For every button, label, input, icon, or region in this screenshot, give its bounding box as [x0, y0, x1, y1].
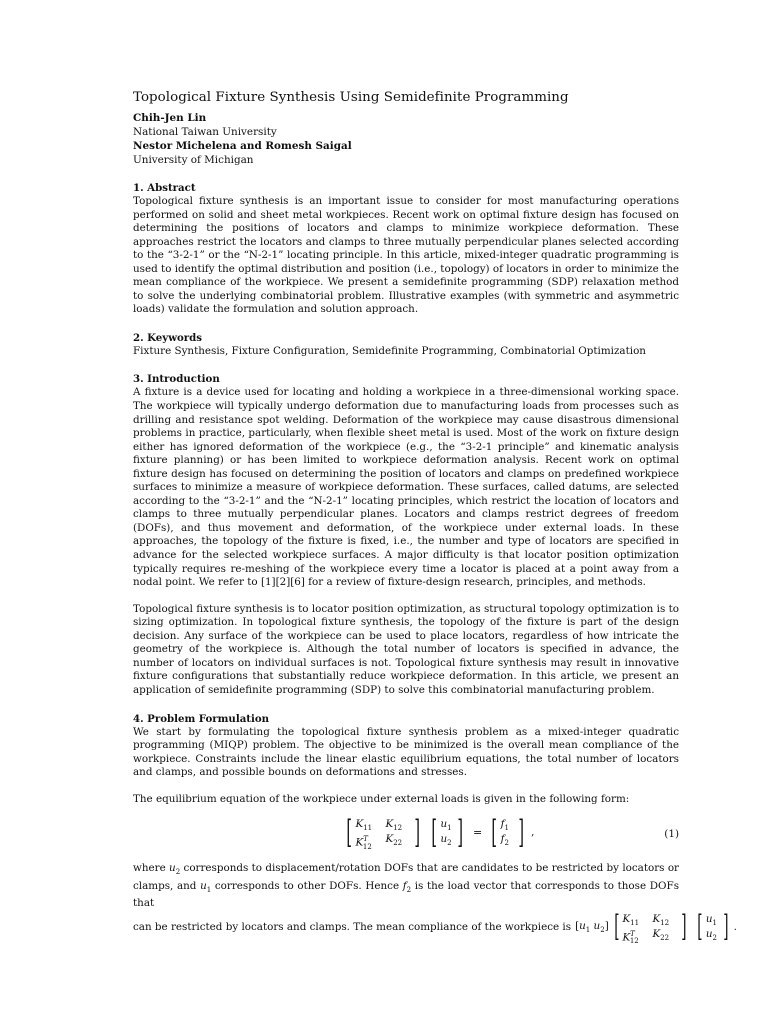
equation-1: [133, 813, 679, 854]
equilibrium-equation: [ $K_{11}$ $K_{12}$ $K^T_{12}$ $K_{22}$ ] [ $u_1$ $u_2$ ] = [ $f_1$ $f_2$ ] ,: [341, 816, 534, 848]
formulation-text: can be restricted by locators and clamps. The mean compliance of the workpiece is: [133, 921, 572, 933]
formulation-paragraph: The equilibrium equation of the workpiece under external loads is given in the following form:: [133, 792, 630, 805]
author-name: Nestor Michelena and Romesh Saigal: [133, 140, 352, 152]
keywords-text: Fixture Synthesis, Fixture Configuration, Semidefinite Programming, Combinatorial Optimization: [133, 344, 646, 357]
mean-compliance-line: can be restricted by locators and clamps. The mean compliance of the workpiece is [$u_1$ $u_2$] [ $K_{11}$ $K_{12}$ $K^T_{12}$ $K_{22}$ ] [ $u_1$ $u_2$ ] .: [133, 909, 737, 946]
section-heading-formulation: 4. Problem Formulation: [133, 712, 270, 725]
introduction-paragraph: Topological fixture synthesis is to locator position optimization, as structural topology optimization is to sizing optimization. In topological fixture synthesis, the topology of the fixture is part of the design decision. Any surface of the workpiece can be used to place locators, regardless of how intricate the geometry of the workpiece is. Although the total number of locators is specified in advance, the number of locators on individual surfaces is not. Topological fixture synthesis may result in innovative fixture configurations that substantially reduce workpiece deformation. In this article, we present an application of semidefinite programming (SDP) to solve this combinatorial manufacturing problem.: [133, 602, 679, 696]
paper-title: Topological Fixture Synthesis Using Semidefinite Programming: [133, 90, 569, 105]
author-affiliation: University of Michigan: [133, 154, 254, 166]
abstract-text: Topological fixture synthesis is an important issue to consider for most manufacturing operations performed on solid and sheet metal workpieces. Recent work on optimal fixture design has focused on determining the positions of locators and clamps to minimize workpiece deformation. These approaches restrict the locators and clamps to three mutually perpendicular planes selected according to the “3-2-1” or the “N-2-1” locating principle. In this article, mixed-integer quadratic programming is used to identify the optimal distribution and position (i.e., topology) of locators in order to minimize the mean compliance of the workpiece. We present a semidefinite programming (SDP) relaxation method to solve the underlying combinatorial problem. Illustrative examples (with symmetric and asymmetric loads) validate the formulation and solution approach.: [133, 195, 679, 316]
formulation-paragraph: where $u_2$ corresponds to displacement/rotation DOFs that are candidates to be restricted by locators or clamps, and $u_1$ corresponds to other DOFs. Hence $f_2$ is the load vector that corresponds to those DOFs that: [133, 862, 679, 910]
displacement-vector-inline: [ $u_1$ $u_2$ ]: [697, 909, 729, 944]
equation-number: (1): [664, 828, 679, 841]
author-name: Chih-Jen Lin: [133, 112, 207, 124]
stiffness-matrix: [ $K_{11}$ $K_{12}$ $K^T_{12}$ $K_{22}$ ]: [346, 813, 421, 852]
formulation-paragraph: We start by formulating the topological fixture synthesis problem as a mixed-integer quadratic programming (MIQP) problem. The objective to be minimized is the overall mean compliance of the workpiece. Constraints include the linear elastic equilibrium equations, the total number of locators and clamps, and possible bounds on deformations and stresses.: [133, 725, 679, 779]
section-heading-keywords: 2. Keywords: [133, 331, 203, 344]
section-heading-introduction: 3. Introduction: [133, 373, 220, 386]
displacement-vector: [ $u_1$ $u_2$ ]: [431, 813, 464, 852]
stiffness-matrix-inline: [ $K_{11}$ $K_{12}$ $K^T_{12}$ $K_{22}$ ]: [613, 909, 687, 946]
paper-page: [133, 84, 737, 946]
introduction-paragraph: A fixture is a device used for locating and holding a workpiece in a three-dimensional working space. The workpiece will typically undergo deformation due to manufacturing loads from processes such as drilling and resistance spot welding. Deformation of the workpiece may cause disastrous dimensional problems in practice, particularly, when flexible sheet metal is used. Most of the work on fixture design either has ignored deformation of the workpiece (e.g., the “3-2-1 principle” and kinematic analysis fixture planning) or has been limited to workpiece deformation analysis. Recent work on optimal fixture design has focused on determining the position of locators and clamps on predefined workpiece surfaces to minimize a measure of workpiece deformation. These surfaces, called datums, are selected according to the “3-2-1” and the “N-2-1” locating principles, which restrict the location of locators and clamps to three mutually perpendicular planes. Locators and clamps restrict degrees of freedom (DOFs), and thus movement and deformation, of the workpiece under external loads. In these approaches, the topology of the fixture is fixed, i.e., the number and type of locators are specified in advance for the selected workpiece surfaces. A major difficulty is that locator position optimization typically requires re-meshing of the workpiece every time a locator is placed at a point away from a nodal point. We refer to [1][2][6] for a review of fixture-design research, principles, and methods.: [133, 386, 679, 589]
load-vector: [ $f_1$ $f_2$ ]: [491, 813, 524, 852]
author-affiliation: National Taiwan University: [133, 126, 277, 138]
section-heading-abstract: 1. Abstract: [133, 182, 196, 194]
